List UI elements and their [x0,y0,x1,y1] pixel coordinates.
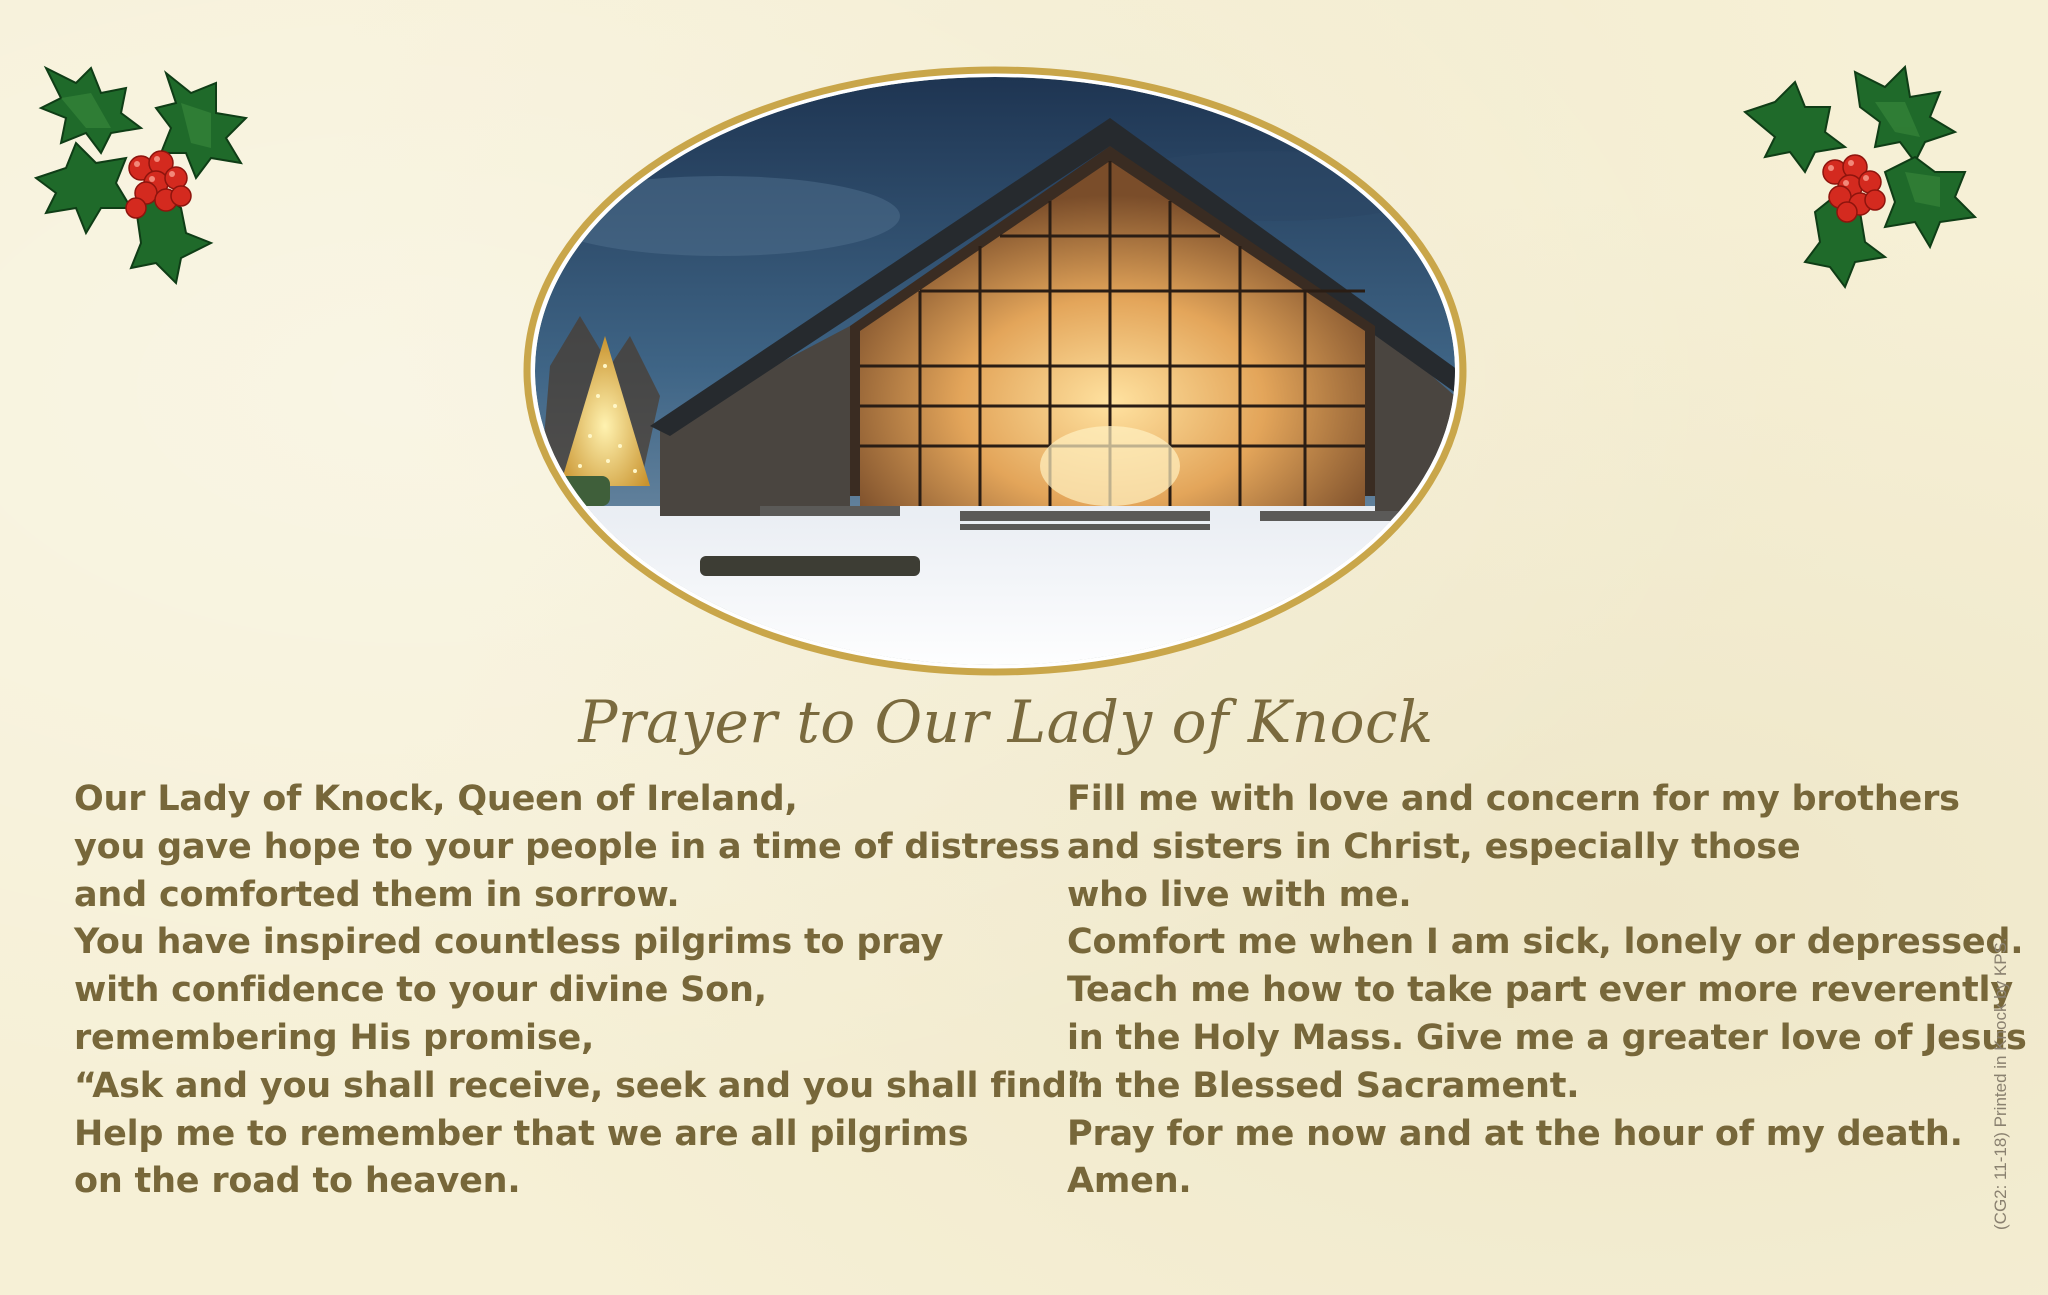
prayer-line: Fill me with love and concern for my brothers [1067,779,1960,819]
prayer-line: you gave hope to your people in a time of distress [74,826,1061,867]
prayer-title [0,688,2048,756]
prayer-line: Teach me how to take part ever more reverently [1067,970,2013,1011]
prayer-line: “Ask and you shall receive, seek and you shall find”. [74,1065,1103,1106]
prayer-line: Comfort me when I am sick, lonely or depressed. [1067,922,2024,963]
prayer-line: and sisters in Christ, especially those [1067,826,1801,867]
holly-icon [16,58,286,288]
prayer-line: who live with me. [1067,874,1412,915]
prayer-line: You have inspired countless pilgrims to pray [74,922,944,963]
prayer-line: in the Blessed Sacrament. [1067,1065,1580,1106]
prayer-line: with confidence to your divine Son, [74,970,767,1011]
shrine-chapel-snow-photo [520,66,1470,676]
prayer-line: in the Holy Mass. Give me a greater love of Jesus [1067,1017,2027,1058]
print-credit: (CG2: 11-18) Printed in Knock by KPS. [1991,937,2010,1230]
prayer-line: on the road to heaven. [74,1161,521,1202]
prayer-title-text: Prayer to Our Lady of Knock [578,688,1434,756]
prayer-line: remembering His promise, [74,1017,595,1058]
prayer-line: Our Lady of Knock, Queen of Ireland, [74,779,798,819]
prayer-line: Amen. [1067,1161,1192,1202]
holly-icon [1735,62,2005,292]
prayer-text-left-column [74,776,1103,1206]
prayer-line: Pray for me now and at the hour of my death. [1067,1113,1963,1154]
prayer-line: and comforted them in sorrow. [74,874,680,915]
prayer-line: Help me to remember that we are all pilgrims [74,1113,969,1154]
